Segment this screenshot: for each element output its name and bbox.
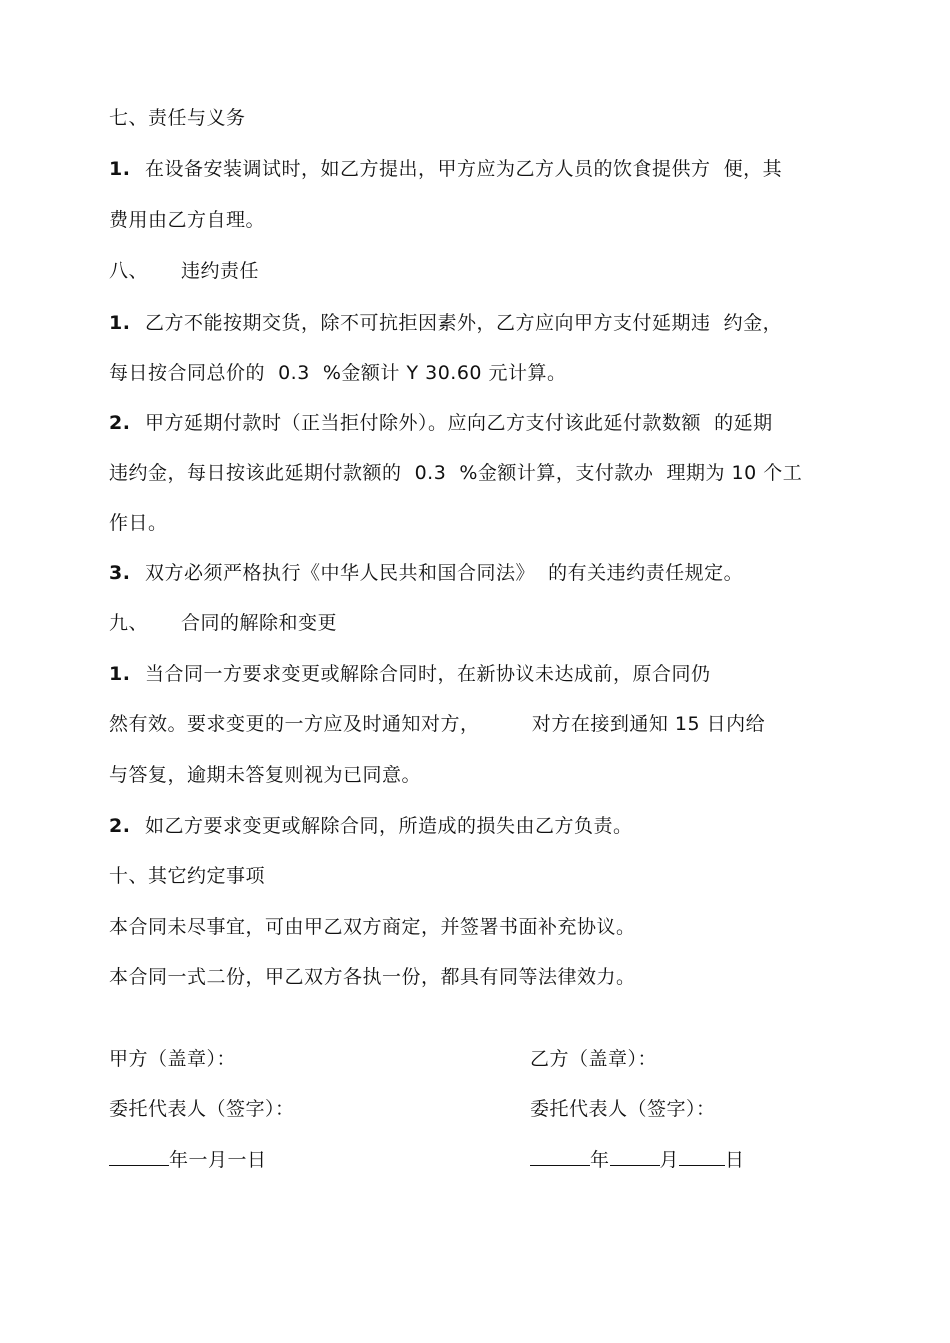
section-10-heading: 十、其它约定事项	[109, 865, 266, 887]
section-8-item-2-cont2: 作日。	[109, 512, 168, 534]
year-blank	[109, 1147, 169, 1166]
month-blank	[610, 1147, 660, 1166]
year-blank	[530, 1147, 590, 1166]
party-b-rep-label: 委托代表人（签字）：	[530, 1098, 716, 1120]
section-8-item-1: 1. 乙方不能按期交货，除不可抗拒因素外，乙方应向甲方支付延期违 约金，	[109, 312, 783, 334]
section-8-item-3: 3. 双方必须严格执行《中华人民共和国合同法》 的有关违约责任规定。	[109, 562, 744, 584]
party-b-date: 年 月 日	[530, 1147, 745, 1172]
section-9-item-1: 1. 当合同一方要求变更或解除合同时，在新协议未达成前，原合同仍	[109, 663, 711, 685]
day-blank	[679, 1147, 725, 1166]
section-8-item-1-cont: 每日按合同总价的 0.3 %金额计 Y 30.60 元计算。	[109, 362, 567, 384]
section-9-item-2: 2. 如乙方要求变更或解除合同，所造成的损失由乙方负责。	[109, 815, 633, 837]
section-9-item-1-cont2: 与答复，逾期未答复则视为已同意。	[109, 764, 422, 786]
item-number: 1.	[109, 312, 131, 334]
item-number: 2.	[109, 412, 131, 434]
section-9-item-1-cont: 然有效。要求变更的一方应及时通知对方， 对方在接到通知 15 日内给	[109, 713, 766, 735]
section-8-item-2-cont: 违约金，每日按该此延期付款额的 0.3 %金额计算，支付款办 理期为 10 个工	[109, 462, 803, 484]
section-9-heading: 九、 合同的解除和变更	[109, 612, 338, 634]
section-7-item-1-cont: 费用由乙方自理。	[109, 209, 266, 231]
item-number: 2.	[109, 815, 131, 837]
section-10-paragraph-2: 本合同一式二份，甲乙双方各执一份，都具有同等法律效力。	[109, 966, 636, 988]
section-10-paragraph-1: 本合同未尽事宜，可由甲乙双方商定，并签署书面补充协议。	[109, 916, 636, 938]
party-a-seal-label: 甲方（盖章）：	[109, 1048, 237, 1070]
section-8-heading: 八、 违约责任	[109, 260, 260, 282]
party-b-seal-label: 乙方（盖章）：	[530, 1048, 658, 1070]
item-number: 3.	[109, 562, 131, 584]
item-number: 1.	[109, 663, 131, 685]
item-number: 1.	[109, 158, 131, 180]
section-7-heading: 七、责任与义务	[109, 107, 246, 129]
party-a-date: 年一月一日	[109, 1147, 267, 1172]
party-a-rep-label: 委托代表人（签字）：	[109, 1098, 295, 1120]
section-8-item-2: 2. 甲方延期付款时（正当拒付除外）。应向乙方支付该此延付款数额 的延期	[109, 412, 773, 434]
section-7-item-1: 1. 在设备安装调试时，如乙方提出，甲方应为乙方人员的饮食提供方 便，其	[109, 158, 783, 180]
